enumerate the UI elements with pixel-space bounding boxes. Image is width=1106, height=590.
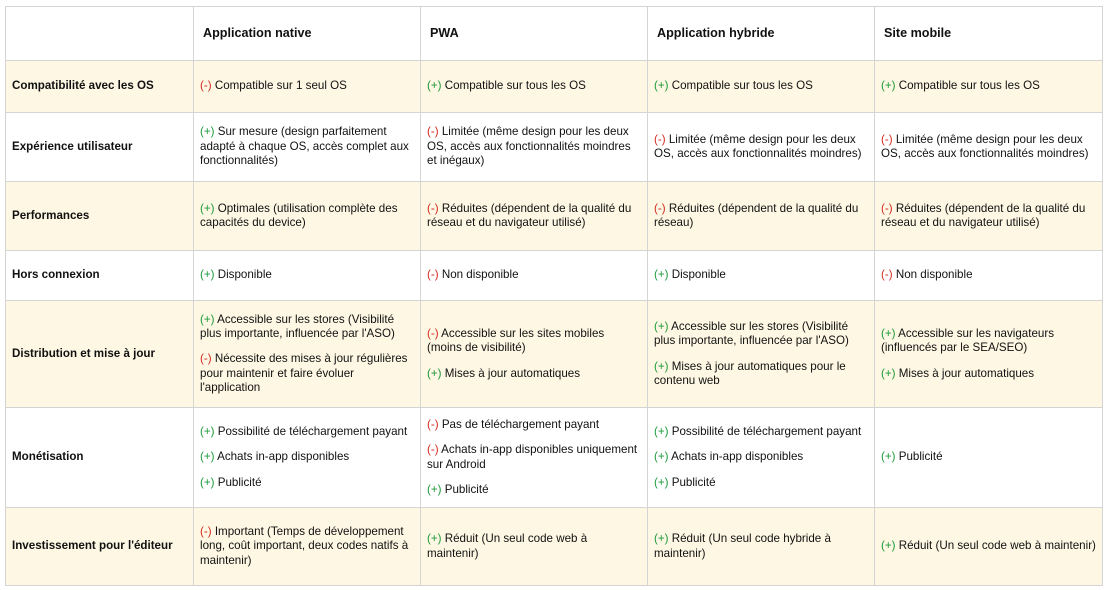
table-row xyxy=(6,251,1103,301)
negative-marker: (-) xyxy=(654,201,666,215)
cell-item-text: Accessible sur les sites mobiles (moins de visibilité) xyxy=(427,326,605,355)
cell-item-text: Limitée (même design pour les deux OS, accès aux fonctionnalités moindres et inégaux) xyxy=(427,125,631,168)
cell-item-text: Achats in-app disponibles xyxy=(214,450,350,464)
cell-item-text: Accessible sur les navigateurs (influencés par le SEA/SEO) xyxy=(881,326,1055,355)
positive-marker: (+) xyxy=(654,450,669,464)
negative-marker: (-) xyxy=(654,132,666,146)
positive-marker: (+) xyxy=(200,450,215,464)
comparison-table-container xyxy=(5,6,1102,586)
cell-application-native xyxy=(194,301,421,408)
cell-item-text: Disponible xyxy=(214,268,272,282)
positive-marker: (+) xyxy=(881,450,896,464)
cell-pwa xyxy=(421,301,648,408)
negative-marker: (-) xyxy=(881,268,893,282)
cell-application-hybride xyxy=(648,251,875,301)
cell-item-text: Non disponible xyxy=(438,268,519,282)
cell-application-hybride xyxy=(648,408,875,508)
table-row xyxy=(6,113,1103,182)
table-body xyxy=(6,61,1103,586)
cell-pwa xyxy=(421,61,648,113)
cell-item-text: Réduit (Un seul code web à maintenir) xyxy=(895,539,1096,553)
cell-application-native xyxy=(194,408,421,508)
positive-marker: (+) xyxy=(427,482,442,496)
cell-item xyxy=(654,202,868,231)
cell-site-mobile xyxy=(875,301,1103,408)
table-row xyxy=(6,61,1103,113)
cell-item-text: Réduites (dépendent de la qualité du réseau et du navigateur utilisé) xyxy=(427,201,632,229)
cell-item-text: Possibilité de téléchargement payant xyxy=(214,424,408,438)
cell-site-mobile xyxy=(875,61,1103,113)
cell-application-native xyxy=(194,508,421,586)
cell-item xyxy=(427,367,641,381)
cell-application-hybride xyxy=(648,113,875,182)
cell-item xyxy=(654,360,868,389)
positive-marker: (+) xyxy=(654,359,669,373)
cell-item xyxy=(654,425,868,439)
negative-marker: (-) xyxy=(427,268,439,282)
cell-item-text: Réduit (Un seul code web à maintenir) xyxy=(427,532,588,560)
positive-marker: (+) xyxy=(654,319,669,333)
negative-marker: (-) xyxy=(881,132,893,146)
row-label: Hors connexion xyxy=(6,251,194,301)
positive-marker: (+) xyxy=(654,79,669,93)
cell-item xyxy=(427,483,641,497)
cell-item xyxy=(200,525,414,568)
cell-pwa xyxy=(421,113,648,182)
row-label: Monétisation xyxy=(6,408,194,508)
positive-marker: (+) xyxy=(200,475,215,489)
cell-pwa xyxy=(421,251,648,301)
positive-marker: (+) xyxy=(427,79,442,93)
cell-item-text: Compatible sur 1 seul OS xyxy=(211,79,347,93)
table-row xyxy=(6,408,1103,508)
cell-item xyxy=(654,476,868,490)
cell-item xyxy=(427,532,641,561)
cell-item xyxy=(427,125,641,168)
positive-marker: (+) xyxy=(654,268,669,282)
cell-pwa xyxy=(421,508,648,586)
negative-marker: (-) xyxy=(200,524,212,538)
cell-item xyxy=(427,327,641,356)
cell-item xyxy=(881,268,1096,282)
positive-marker: (+) xyxy=(654,475,669,489)
positive-marker: (+) xyxy=(200,312,215,326)
cell-item-text: Mises à jour automatiques xyxy=(441,366,581,380)
cell-application-native xyxy=(194,61,421,113)
cell-item-text: Accessible sur les stores (Visibilité plus importante, influencée par l'ASO) xyxy=(200,312,395,340)
negative-marker: (-) xyxy=(427,201,439,215)
cell-item xyxy=(200,425,414,439)
negative-marker: (-) xyxy=(200,79,212,93)
cell-item xyxy=(654,268,868,282)
cell-item-text: Compatible sur tous les OS xyxy=(668,79,813,93)
cell-application-hybride xyxy=(648,508,875,586)
header-site-mobile: Site mobile xyxy=(875,7,1103,61)
cell-item-text: Achats in-app disponibles xyxy=(668,450,804,464)
cell-item xyxy=(427,443,641,472)
cell-item xyxy=(881,79,1096,93)
cell-item-text: Compatible sur tous les OS xyxy=(895,79,1040,93)
cell-item xyxy=(654,79,868,93)
cell-item-text: Mises à jour automatiques pour le contenu web xyxy=(654,359,846,387)
negative-marker: (-) xyxy=(427,326,439,340)
cell-item xyxy=(427,79,641,93)
header-application-native: Application native xyxy=(194,7,421,61)
cell-item xyxy=(654,320,868,349)
cell-item xyxy=(654,450,868,464)
cell-item xyxy=(881,133,1096,162)
cell-site-mobile xyxy=(875,113,1103,182)
cell-item-text: Publicité xyxy=(895,450,943,464)
cell-item xyxy=(881,450,1096,464)
table-row xyxy=(6,301,1103,408)
cell-item-text: Accessible sur les stores (Visibilité plus importante, influencée par l'ASO) xyxy=(654,319,849,348)
table-row xyxy=(6,508,1103,586)
cell-item-text: Publicité xyxy=(668,475,716,489)
positive-marker: (+) xyxy=(200,268,215,282)
cell-item xyxy=(881,202,1096,231)
cell-item-text: Publicité xyxy=(214,475,262,489)
row-label: Distribution et mise à jour xyxy=(6,301,194,408)
row-label: Investissement pour l'éditeur xyxy=(6,508,194,586)
comparison-table xyxy=(5,6,1103,586)
cell-application-hybride xyxy=(648,61,875,113)
cell-item-text: Possibilité de téléchargement payant xyxy=(668,424,862,438)
cell-item xyxy=(427,268,641,282)
cell-item xyxy=(881,327,1096,356)
positive-marker: (+) xyxy=(427,366,442,380)
cell-item-text: Mises à jour automatiques xyxy=(895,366,1035,380)
cell-item-text: Publicité xyxy=(441,482,489,496)
cell-item xyxy=(200,202,414,231)
negative-marker: (-) xyxy=(427,125,439,139)
cell-item xyxy=(200,268,414,282)
positive-marker: (+) xyxy=(881,79,896,93)
cell-item-text: Sur mesure (design parfaitement adapté à chaque OS, accès complet aux fonctionnalités) xyxy=(200,125,409,168)
cell-item-text: Limitée (même design pour les deux OS, accès aux fonctionnalités moindres) xyxy=(881,132,1089,160)
cell-pwa xyxy=(421,182,648,251)
cell-item xyxy=(200,125,414,168)
cell-item-text: Réduites (dépendent de la qualité du réseau) xyxy=(654,201,859,229)
table-row xyxy=(6,182,1103,251)
header-row xyxy=(6,7,1103,61)
negative-marker: (-) xyxy=(427,443,439,457)
cell-item xyxy=(200,313,414,342)
positive-marker: (+) xyxy=(200,125,215,139)
cell-application-native xyxy=(194,182,421,251)
cell-item-text: Achats in-app disponibles uniquement sur Android xyxy=(427,443,638,471)
cell-item-text: Compatible sur tous les OS xyxy=(441,79,586,93)
positive-marker: (+) xyxy=(881,539,896,553)
header-corner xyxy=(6,7,194,61)
cell-item-text: Réduit (Un seul code hybride à maintenir) xyxy=(654,532,831,560)
positive-marker: (+) xyxy=(881,366,896,380)
cell-site-mobile xyxy=(875,508,1103,586)
cell-item-text: Nécessite des mises à jour régulières pour maintenir et faire évoluer l'application xyxy=(200,352,408,395)
positive-marker: (+) xyxy=(881,326,896,340)
header-pwa: PWA xyxy=(421,7,648,61)
row-label: Compatibilité avec les OS xyxy=(6,61,194,113)
cell-item-text: Pas de téléchargement payant xyxy=(438,417,600,431)
header-application-hybride: Application hybride xyxy=(648,7,875,61)
row-label: Performances xyxy=(6,182,194,251)
negative-marker: (-) xyxy=(881,201,893,215)
cell-item-text: Réduites (dépendent de la qualité du réseau et du navigateur utilisé) xyxy=(881,201,1086,229)
cell-item-text: Important (Temps de développement long, coût important, deux codes natifs à maintenir) xyxy=(200,524,409,567)
cell-item xyxy=(200,476,414,490)
cell-item xyxy=(200,352,414,395)
cell-item-text: Optimales (utilisation complète des capacités du device) xyxy=(200,201,398,229)
cell-item xyxy=(654,133,868,162)
cell-item xyxy=(427,418,641,432)
cell-item xyxy=(881,367,1096,381)
cell-item xyxy=(200,79,414,93)
cell-item xyxy=(654,532,868,561)
positive-marker: (+) xyxy=(200,201,215,215)
cell-pwa xyxy=(421,408,648,508)
cell-item xyxy=(881,539,1096,553)
cell-application-native xyxy=(194,113,421,182)
cell-item-text: Disponible xyxy=(668,268,726,282)
cell-item-text: Limitée (même design pour les deux OS, accès aux fonctionnalités moindres) xyxy=(654,132,862,160)
cell-item xyxy=(200,450,414,464)
negative-marker: (-) xyxy=(427,417,439,431)
cell-item xyxy=(427,202,641,231)
cell-application-hybride xyxy=(648,301,875,408)
cell-application-hybride xyxy=(648,182,875,251)
row-label: Expérience utilisateur xyxy=(6,113,194,182)
positive-marker: (+) xyxy=(654,532,669,546)
positive-marker: (+) xyxy=(200,424,215,438)
positive-marker: (+) xyxy=(427,532,442,546)
positive-marker: (+) xyxy=(654,424,669,438)
cell-site-mobile xyxy=(875,251,1103,301)
negative-marker: (-) xyxy=(200,352,212,366)
cell-item-text: Non disponible xyxy=(892,268,973,282)
cell-site-mobile xyxy=(875,182,1103,251)
cell-application-native xyxy=(194,251,421,301)
cell-site-mobile xyxy=(875,408,1103,508)
